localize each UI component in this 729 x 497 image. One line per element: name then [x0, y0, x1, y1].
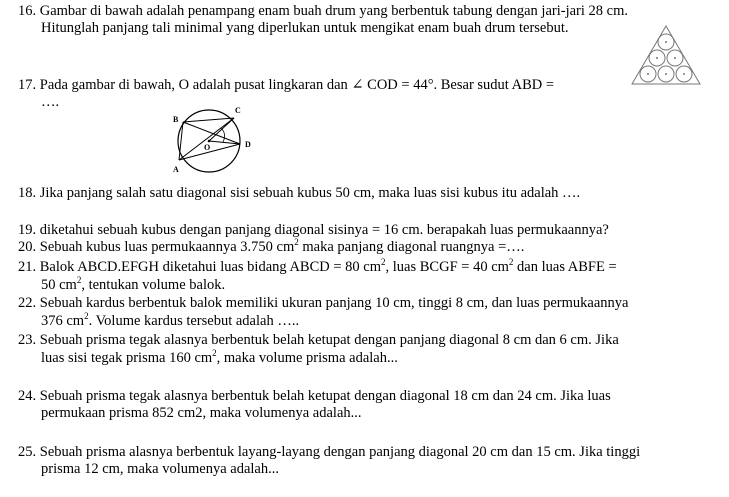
question-21-line2: 50 $cm^2$, tentukan volume balok. [41, 275, 226, 293]
question-22-line2: 376 $cm^2$. Volume kardus tersebut adalah ….. [41, 311, 300, 329]
label-A: A [173, 165, 179, 174]
label-B: B [173, 115, 179, 124]
question-17-line2: …. [41, 94, 60, 110]
question-22-line1: 22. Sebuah kardus berbentuk balok memiliki ukuran panjang 10 cm, tinggi 8 cm, dan luas permukaannya [18, 295, 629, 311]
label-O: O [204, 143, 211, 152]
question-25-line2: prisma 12 cm, maka volumenya adalah... [41, 461, 279, 477]
question-23-line1: 23. Sebuah prisma tegak alasnya berbentuk belah ketupat dengan panjang diagonal 8 cm dan 6 cm. Jika [18, 332, 619, 348]
question-18: 18. Jika panjang salah satu diagonal sisi sebuah kubus 50 cm, maka luas sisi kubus itu adalah …. [18, 185, 581, 201]
question-20: 20. Sebuah kubus luas permukaannya 3.750 $cm^2$ maka panjang diagonal ruangnya =…. [18, 237, 525, 255]
drum-stack-figure [630, 24, 702, 86]
question-24-line1: 24. Sebuah prisma tegak alasnya berbentuk belah ketupat dengan diagonal 18 cm dan 24 cm. Jika luas [18, 388, 611, 404]
circle-figure [165, 100, 260, 178]
label-C: C [235, 106, 241, 115]
question-21-line1: 21. Balok ABCD.EFGH diketahui luas bidang ABCD = 80 $cm^2$, luas BCGF = 40 $cm^2$ dan luas ABFE = [18, 257, 617, 275]
question-16-line2: Hitunglah panjang tali minimal yang diperlukan untuk mengikat enam buah drum tersebut. [41, 20, 569, 36]
question-23-line2: luas sisi tegak prisma 160 $cm^2$, maka volume prisma adalah... [41, 348, 398, 366]
question-25-line1: 25. Sebuah prisma alasnya berbentuk layang-layang dengan panjang diagonal 20 cm dan 15 cm. Jika tinggi [18, 444, 641, 460]
question-24-line2: permukaan prisma 852 cm2, maka volumenya adalah... [41, 405, 362, 421]
label-D: D [245, 140, 251, 149]
question-19: 19. diketahui sebuah kubus dengan panjang diagonal sisinya = 16 cm. berapakah luas permukaannya? [18, 222, 609, 238]
question-17-line1: 17. Pada gambar di bawah, O adalah pusat lingkaran dan ∠ COD = 44°. Besar sudut ABD = [18, 77, 555, 93]
question-16-line1: 16. Gambar di bawah adalah penampang enam buah drum yang berbentuk tabung dengan jari-jari 28 cm. [18, 3, 628, 19]
